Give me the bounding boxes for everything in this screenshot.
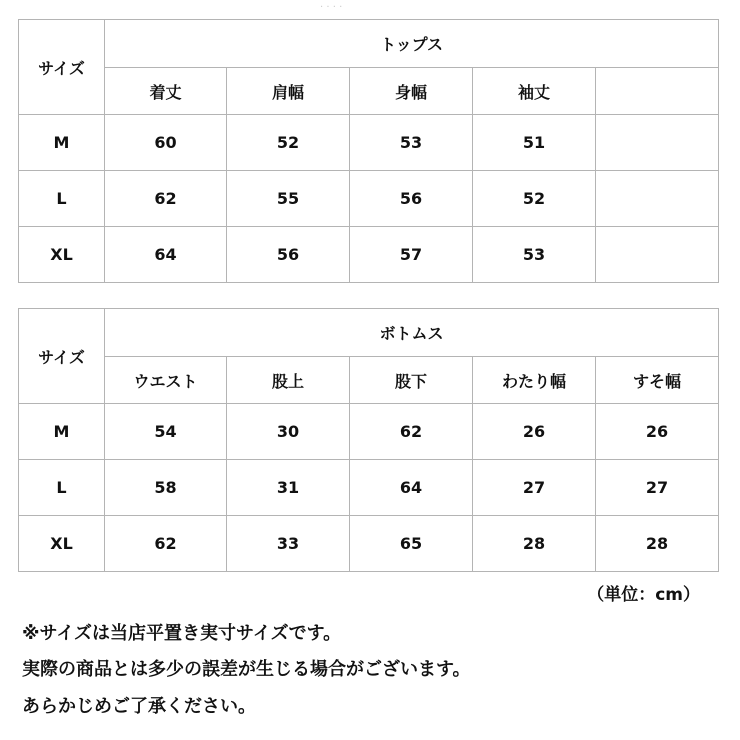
size-label: M [19,115,105,171]
column-header: 肩幅 [227,68,350,115]
table-cell: 31 [227,460,350,516]
table-cell: 56 [350,171,473,227]
column-header: わたり幅 [473,357,596,404]
table-cell: 52 [473,171,596,227]
table-cell: 55 [227,171,350,227]
table-cell: 28 [596,516,719,572]
note-line: ※サイズは当店平置き実寸サイズです。 [22,623,342,644]
table-cell: 62 [105,171,227,227]
table-cell: 27 [596,460,719,516]
table-row [19,227,719,283]
table-cell: 28 [473,516,596,572]
table-cell [596,171,719,227]
table-row [19,171,719,227]
table-cell: 26 [473,404,596,460]
size-label: XL [19,227,105,283]
note-line: あらかじめご了承ください。 [22,696,256,717]
tops-size-table [18,19,719,283]
table-cell [596,227,719,283]
size-label: M [19,404,105,460]
column-header: すそ幅 [596,357,719,404]
table-cell [596,115,719,171]
column-header: ウエスト [105,357,227,404]
table-cell: 53 [473,227,596,283]
table-cell: 54 [105,404,227,460]
table-cell: 58 [105,460,227,516]
size-label: L [19,171,105,227]
table-cell: 52 [227,115,350,171]
table-cell: 56 [227,227,350,283]
table-cell: 53 [350,115,473,171]
table-cell: 33 [227,516,350,572]
column-header: 袖丈 [473,68,596,115]
table-row [19,115,719,171]
tops-title: トップス [105,20,719,68]
size-label: XL [19,516,105,572]
table-cell: 64 [350,460,473,516]
table-cell: 60 [105,115,227,171]
top-faint-marks: · · · · [320,2,343,13]
table-cell: 64 [105,227,227,283]
unit-note: （単位：cm） [587,585,700,605]
column-header: 股下 [350,357,473,404]
size-label: L [19,460,105,516]
bottoms-size-table [18,308,719,572]
column-header: 股上 [227,357,350,404]
table-row [19,404,719,460]
table-row [19,460,719,516]
note-line: 実際の商品とは多少の誤差が生じる場合がございます。 [22,659,471,680]
table-cell: 62 [350,404,473,460]
bottoms-size-header: サイズ [19,309,105,404]
table-cell: 65 [350,516,473,572]
bottoms-title: ボトムス [105,309,719,357]
table-cell: 62 [105,516,227,572]
table-row [19,516,719,572]
table-cell: 27 [473,460,596,516]
table-cell: 57 [350,227,473,283]
table-cell: 30 [227,404,350,460]
table-cell: 51 [473,115,596,171]
table-cell: 26 [596,404,719,460]
column-header: 身幅 [350,68,473,115]
column-header: 着丈 [105,68,227,115]
tops-size-header: サイズ [19,20,105,115]
column-header [596,68,719,115]
